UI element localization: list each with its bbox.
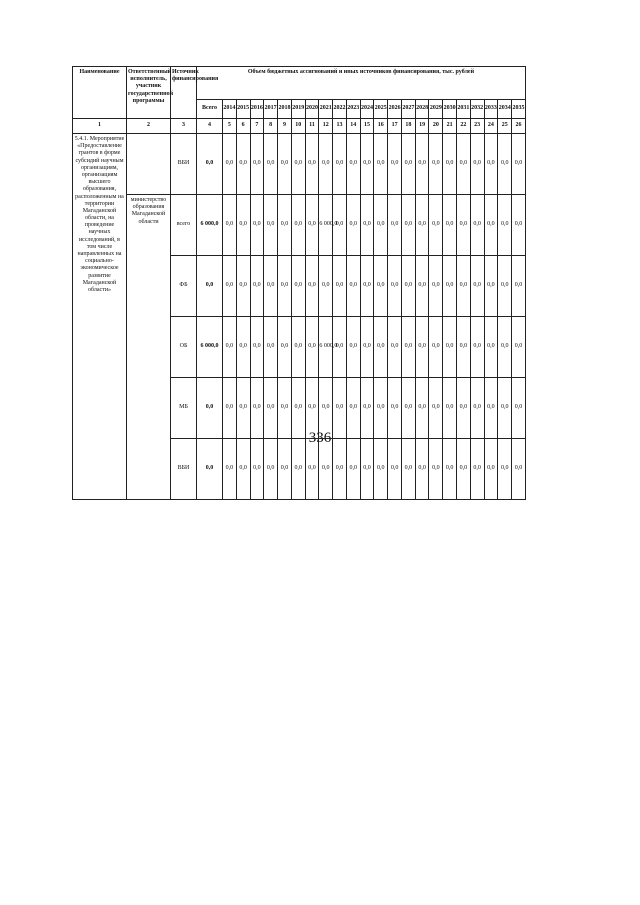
column-numbers-row bbox=[73, 119, 526, 134]
value-cell: 0,0 bbox=[429, 439, 443, 500]
value-cell: 0,0 bbox=[443, 195, 457, 256]
value-cell: 0,0 bbox=[429, 378, 443, 439]
value-cell: 0,0 bbox=[401, 195, 415, 256]
header-year: 2028 bbox=[415, 100, 429, 119]
value-cell: 0,0 bbox=[401, 317, 415, 378]
header-year: 2023 bbox=[346, 100, 360, 119]
value-cell: 0,0 bbox=[498, 134, 512, 195]
value-cell: 0,0 bbox=[443, 378, 457, 439]
value-cell: 0,0 bbox=[415, 439, 429, 500]
header-year: 2029 bbox=[429, 100, 443, 119]
value-cell: 0,0 bbox=[333, 134, 347, 195]
value-cell: 0,0 bbox=[457, 256, 471, 317]
value-cell: 0,0 bbox=[512, 256, 526, 317]
value-cell: 0,0 bbox=[512, 378, 526, 439]
header-row bbox=[73, 67, 526, 100]
total-cell: 0,0 bbox=[197, 134, 223, 195]
header-year: 2019 bbox=[291, 100, 305, 119]
column-number: 1 bbox=[73, 119, 127, 134]
table-row bbox=[73, 195, 526, 256]
value-cell: 0,0 bbox=[470, 317, 484, 378]
value-cell: 0,0 bbox=[498, 439, 512, 500]
value-cell: 0,0 bbox=[333, 317, 347, 378]
value-cell: 0,0 bbox=[319, 378, 333, 439]
value-cell: 0,0 bbox=[457, 439, 471, 500]
value-cell: 0,0 bbox=[429, 317, 443, 378]
column-number: 6 bbox=[236, 119, 250, 134]
value-cell: 0,0 bbox=[264, 134, 278, 195]
header-year: 2024 bbox=[360, 100, 374, 119]
value-cell: 0,0 bbox=[278, 195, 292, 256]
value-cell: 0,0 bbox=[264, 256, 278, 317]
value-cell: 0,0 bbox=[264, 378, 278, 439]
value-cell: 0,0 bbox=[278, 256, 292, 317]
value-cell: 0,0 bbox=[374, 317, 388, 378]
value-cell: 0,0 bbox=[250, 134, 264, 195]
value-cell: 0,0 bbox=[333, 195, 347, 256]
value-cell: 0,0 bbox=[360, 195, 374, 256]
value-cell: 0,0 bbox=[250, 378, 264, 439]
value-cell: 0,0 bbox=[305, 439, 319, 500]
value-cell: 0,0 bbox=[470, 195, 484, 256]
value-cell: 0,0 bbox=[374, 134, 388, 195]
value-cell: 0,0 bbox=[236, 378, 250, 439]
header-year: 2016 bbox=[250, 100, 264, 119]
total-cell: 6 000,0 bbox=[197, 317, 223, 378]
value-cell: 0,0 bbox=[388, 317, 402, 378]
value-cell: 0,0 bbox=[291, 256, 305, 317]
value-cell: 0,0 bbox=[346, 439, 360, 500]
column-number: 9 bbox=[278, 119, 292, 134]
value-cell: 0,0 bbox=[443, 317, 457, 378]
value-cell: 0,0 bbox=[388, 439, 402, 500]
value-cell: 0,0 bbox=[470, 378, 484, 439]
value-cell: 0,0 bbox=[457, 378, 471, 439]
header-year: 2030 bbox=[443, 100, 457, 119]
header-year: 2026 bbox=[388, 100, 402, 119]
header-year: 2021 bbox=[319, 100, 333, 119]
value-cell: 0,0 bbox=[498, 195, 512, 256]
value-cell: 0,0 bbox=[512, 439, 526, 500]
value-cell: 0,0 bbox=[470, 134, 484, 195]
value-cell: 0,0 bbox=[278, 439, 292, 500]
column-number: 7 bbox=[250, 119, 264, 134]
value-cell: 0,0 bbox=[346, 195, 360, 256]
source-cell: всего bbox=[171, 195, 197, 256]
source-cell: ВБИ bbox=[171, 134, 197, 195]
header-year: 2035 bbox=[512, 100, 526, 119]
header-year: 2017 bbox=[264, 100, 278, 119]
value-cell: 0,0 bbox=[498, 317, 512, 378]
header-year: 2031 bbox=[457, 100, 471, 119]
header-responsible: Ответственный исполнитель, участник государственной программы bbox=[127, 67, 171, 119]
column-number: 8 bbox=[264, 119, 278, 134]
value-cell: 0,0 bbox=[291, 378, 305, 439]
value-cell: 0,0 bbox=[401, 378, 415, 439]
column-number: 21 bbox=[443, 119, 457, 134]
value-cell: 0,0 bbox=[484, 195, 498, 256]
value-cell: 0,0 bbox=[305, 317, 319, 378]
value-cell: 0,0 bbox=[484, 378, 498, 439]
value-cell: 0,0 bbox=[346, 256, 360, 317]
value-cell: 0,0 bbox=[415, 378, 429, 439]
total-cell: 0,0 bbox=[197, 439, 223, 500]
column-number: 26 bbox=[512, 119, 526, 134]
measure-name: 5.4.1. Мероприятие «Предоставление грантов в форме субсидий научным организациям, организациям высшего образования, расположенным на территории Магаданской области, на проведение научных исследований, в том числе направленных на социально-экономическое развитие Магаданской области» bbox=[73, 134, 127, 500]
value-cell: 0,0 bbox=[388, 195, 402, 256]
header-name: Наименование bbox=[73, 67, 127, 119]
value-cell: 0,0 bbox=[401, 256, 415, 317]
value-cell: 0,0 bbox=[360, 256, 374, 317]
column-number: 19 bbox=[415, 119, 429, 134]
value-cell: 0,0 bbox=[360, 134, 374, 195]
value-cell: 0,0 bbox=[346, 134, 360, 195]
header-year: 2018 bbox=[278, 100, 292, 119]
value-cell: 0,0 bbox=[319, 439, 333, 500]
column-number: 2 bbox=[127, 119, 171, 134]
value-cell: 0,0 bbox=[305, 378, 319, 439]
value-cell: 0,0 bbox=[291, 195, 305, 256]
value-cell: 0,0 bbox=[498, 256, 512, 317]
value-cell: 0,0 bbox=[388, 378, 402, 439]
value-cell: 0,0 bbox=[236, 317, 250, 378]
value-cell: 0,0 bbox=[512, 134, 526, 195]
value-cell: 0,0 bbox=[223, 378, 237, 439]
value-cell: 0,0 bbox=[443, 256, 457, 317]
value-cell: 0,0 bbox=[250, 195, 264, 256]
value-cell: 0,0 bbox=[429, 134, 443, 195]
value-cell: 0,0 bbox=[223, 317, 237, 378]
responsible-blank bbox=[127, 134, 171, 195]
value-cell: 0,0 bbox=[374, 256, 388, 317]
value-cell: 0,0 bbox=[223, 195, 237, 256]
value-cell: 0,0 bbox=[374, 195, 388, 256]
value-cell: 0,0 bbox=[484, 134, 498, 195]
value-cell: 0,0 bbox=[291, 439, 305, 500]
value-cell: 0,0 bbox=[278, 134, 292, 195]
measure-responsible: министерство образования Магаданской области bbox=[127, 195, 171, 500]
column-number: 20 bbox=[429, 119, 443, 134]
value-cell: 0,0 bbox=[236, 134, 250, 195]
column-number: 25 bbox=[498, 119, 512, 134]
column-number: 3 bbox=[171, 119, 197, 134]
header-source: Источник финансирования bbox=[171, 67, 197, 119]
value-cell: 0,0 bbox=[278, 378, 292, 439]
column-number: 24 bbox=[484, 119, 498, 134]
value-cell: 0,0 bbox=[264, 195, 278, 256]
value-cell: 0,0 bbox=[401, 439, 415, 500]
value-cell: 6 000,0 bbox=[319, 195, 333, 256]
value-cell: 0,0 bbox=[470, 256, 484, 317]
column-number: 5 bbox=[223, 119, 237, 134]
value-cell: 0,0 bbox=[512, 317, 526, 378]
value-cell: 0,0 bbox=[470, 439, 484, 500]
column-number: 11 bbox=[305, 119, 319, 134]
value-cell: 0,0 bbox=[333, 256, 347, 317]
header-year: 2014 bbox=[223, 100, 237, 119]
value-cell: 0,0 bbox=[250, 317, 264, 378]
value-cell: 0,0 bbox=[484, 439, 498, 500]
header-total: Всего bbox=[197, 100, 223, 119]
value-cell: 0,0 bbox=[264, 317, 278, 378]
column-number: 18 bbox=[401, 119, 415, 134]
header-year: 2034 bbox=[498, 100, 512, 119]
value-cell: 0,0 bbox=[374, 378, 388, 439]
value-cell: 0,0 bbox=[484, 256, 498, 317]
column-number: 4 bbox=[197, 119, 223, 134]
financing-table bbox=[72, 66, 526, 500]
value-cell: 0,0 bbox=[429, 256, 443, 317]
value-cell: 0,0 bbox=[223, 439, 237, 500]
value-cell: 0,0 bbox=[415, 256, 429, 317]
total-cell: 0,0 bbox=[197, 378, 223, 439]
value-cell: 0,0 bbox=[415, 195, 429, 256]
value-cell: 0,0 bbox=[250, 256, 264, 317]
column-number: 23 bbox=[470, 119, 484, 134]
value-cell: 0,0 bbox=[484, 317, 498, 378]
value-cell: 0,0 bbox=[291, 134, 305, 195]
value-cell: 0,0 bbox=[223, 134, 237, 195]
column-number: 12 bbox=[319, 119, 333, 134]
page-number: 336 bbox=[308, 430, 332, 446]
value-cell: 0,0 bbox=[291, 317, 305, 378]
value-cell: 0,0 bbox=[333, 378, 347, 439]
column-number: 17 bbox=[388, 119, 402, 134]
total-cell: 6 000,0 bbox=[197, 195, 223, 256]
value-cell: 0,0 bbox=[388, 256, 402, 317]
value-cell: 0,0 bbox=[346, 378, 360, 439]
header-year: 2027 bbox=[401, 100, 415, 119]
header-year: 2025 bbox=[374, 100, 388, 119]
column-number: 22 bbox=[457, 119, 471, 134]
value-cell: 0,0 bbox=[305, 195, 319, 256]
table-row bbox=[73, 134, 526, 195]
value-cell: 0,0 bbox=[457, 134, 471, 195]
value-cell: 0,0 bbox=[360, 317, 374, 378]
value-cell: 6 000,0 bbox=[319, 317, 333, 378]
value-cell: 0,0 bbox=[236, 256, 250, 317]
value-cell: 0,0 bbox=[333, 439, 347, 500]
column-number: 16 bbox=[374, 119, 388, 134]
value-cell: 0,0 bbox=[346, 317, 360, 378]
value-cell: 0,0 bbox=[415, 134, 429, 195]
header-year: 2015 bbox=[236, 100, 250, 119]
value-cell: 0,0 bbox=[236, 439, 250, 500]
header-year: 2020 bbox=[305, 100, 319, 119]
value-cell: 0,0 bbox=[319, 256, 333, 317]
source-cell: ОБ bbox=[171, 317, 197, 378]
value-cell: 0,0 bbox=[278, 317, 292, 378]
source-cell: МБ bbox=[171, 378, 197, 439]
value-cell: 0,0 bbox=[223, 256, 237, 317]
value-cell: 0,0 bbox=[457, 317, 471, 378]
column-number: 15 bbox=[360, 119, 374, 134]
value-cell: 0,0 bbox=[457, 195, 471, 256]
value-cell: 0,0 bbox=[401, 134, 415, 195]
value-cell: 0,0 bbox=[305, 134, 319, 195]
value-cell: 0,0 bbox=[374, 439, 388, 500]
value-cell: 0,0 bbox=[236, 195, 250, 256]
header-volume: Объем бюджетных ассигнований и иных источников финансирования, тыс. рублей bbox=[197, 67, 526, 100]
header-year: 2033 bbox=[484, 100, 498, 119]
value-cell: 0,0 bbox=[388, 134, 402, 195]
value-cell: 0,0 bbox=[305, 256, 319, 317]
source-cell: ФБ bbox=[171, 256, 197, 317]
value-cell: 0,0 bbox=[360, 439, 374, 500]
value-cell: 0,0 bbox=[443, 134, 457, 195]
column-number: 14 bbox=[346, 119, 360, 134]
value-cell: 0,0 bbox=[360, 378, 374, 439]
value-cell: 0,0 bbox=[415, 317, 429, 378]
value-cell: 0,0 bbox=[264, 439, 278, 500]
value-cell: 0,0 bbox=[498, 378, 512, 439]
value-cell: 0,0 bbox=[250, 439, 264, 500]
value-cell: 0,0 bbox=[319, 134, 333, 195]
header-year: 2032 bbox=[470, 100, 484, 119]
column-number: 10 bbox=[291, 119, 305, 134]
value-cell: 0,0 bbox=[429, 195, 443, 256]
total-cell: 0,0 bbox=[197, 256, 223, 317]
header-year: 2022 bbox=[333, 100, 347, 119]
value-cell: 0,0 bbox=[443, 439, 457, 500]
column-number: 13 bbox=[333, 119, 347, 134]
source-cell: ВБИ bbox=[171, 439, 197, 500]
value-cell: 0,0 bbox=[512, 195, 526, 256]
